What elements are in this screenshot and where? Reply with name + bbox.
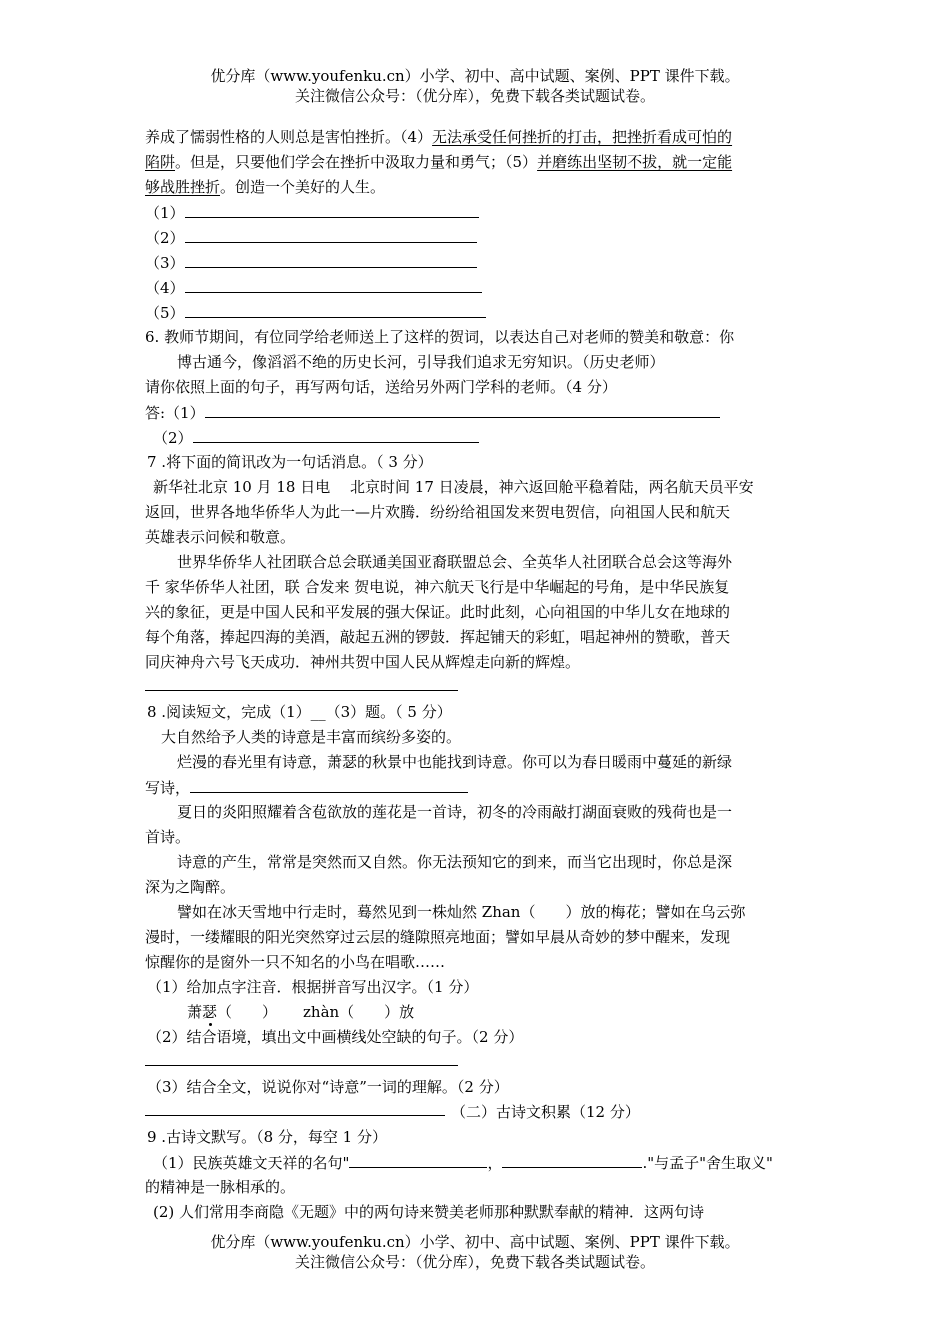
q6-answer-blank-2[interactable] (193, 428, 479, 443)
q8-passage-line-8: 譬如在冰天雪地中行走时，蓦然见到一株灿然 Zhan（ ）放的梅花；譬如在乌云弥 (177, 903, 746, 921)
q8-pinyin-item-1: 萧瑟（ ） (187, 1003, 278, 1021)
q9-title: 9 .古诗文默写。（8 分，每空 1 分） (147, 1128, 387, 1146)
q7-text-line-5: 千 家华侨华人社团，联 合发来 贺电说，神六航天飞行是中华崛起的号角，是中华民族复 (145, 578, 730, 596)
q5-paragraph-line-3: 够战胜挫折。创造一个美好的人生。 (145, 178, 386, 196)
q7-title: 7 .将下面的简讯改为一句话消息。（ 3 分） (147, 453, 433, 471)
q7-text-line-7: 每个角落，捧起四海的美酒，敲起五洲的锣鼓．挥起铺天的彩虹，唱起神州的赞歌，普天 (145, 628, 731, 646)
q6-answer-blank-1[interactable] (205, 403, 720, 418)
q7-text-line-6: 兴的象征，更是中国人民和平发展的强大保证。此时此刻，心向祖国的中华儿女在地球的 (145, 603, 731, 621)
q8-passage-line-7: 深为之陶醉。 (145, 878, 236, 896)
section-heading: （二）古诗文积累（12 分） (451, 1103, 640, 1121)
q8-missing-sentence-blank[interactable] (190, 778, 468, 793)
q6-answer-2: （2） (153, 428, 479, 447)
q7-text-line-2: 返回，世界各地华侨华人为此一—片欢腾．纷纷给祖国发来贺电贺信，向祖国人民和航天 (145, 503, 731, 521)
header-line-2: 关注微信公众号：（优分库），免费下载各类试题试卷。 (294, 87, 655, 105)
answer-blank-2[interactable] (185, 228, 477, 243)
q8-subquestion-2: （2）结合语境，填出文中画横线处空缺的句子。（2 分） (147, 1028, 524, 1046)
answer-blank-4[interactable] (185, 278, 482, 293)
q7-text-line-8: 同庆神舟六号飞天成功．神州共贺中国人民从辉煌走向新的辉煌。 (145, 653, 581, 671)
q8-passage-line-4: 夏日的炎阳照耀着含苞欲放的莲花是一首诗，初冬的冷雨敲打湖面衰败的残荷也是一 (177, 803, 733, 821)
q9-blank-1[interactable] (349, 1153, 487, 1168)
q8-passage-line-3: 写诗， (145, 778, 468, 797)
q7-text-line-3: 英雄表示问候和敬意。 (145, 528, 296, 546)
q9-item-1-line-2: 的精神是一脉相承的。 (145, 1178, 296, 1196)
q8-passage-line-5: 首诗。 (145, 828, 191, 846)
answer-line-5: （5） (145, 303, 486, 322)
answer-line-2: （2） (145, 228, 477, 247)
q6-instruction: 请你依照上面的句子，再写两句话，送给另外两门学科的老师。（4 分） (145, 378, 617, 396)
q6-prompt: 6. 教师节期间，有位同学给老师送上了这样的贺词，以表达自己对老师的赞美和敬意：你 (145, 328, 735, 346)
q8-title: 8 .阅读短文，完成（1）__（3）题。（ 5 分） (147, 703, 452, 721)
q8-passage-line-2: 烂漫的春光里有诗意，萧瑟的秋景中也能找到诗意。你可以为春日暖雨中蔓延的新绿 (177, 753, 733, 771)
answer-line-4: （4） (145, 278, 482, 297)
q8-passage-line-1: 大自然给予人类的诗意是丰富而缤纷多姿的。 (161, 728, 462, 746)
header-line-1: 优分库（www.youfenku.cn）小学、初中、高中试题、案例、PPT 课件下载。 (210, 67, 740, 85)
q8-answer-blank-2[interactable] (145, 1065, 458, 1066)
footer-line-2: 关注微信公众号：（优分库），免费下载各类试题试卷。 (294, 1253, 655, 1271)
answer-line-3: （3） (145, 253, 477, 272)
footer-line-1: 优分库（www.youfenku.cn）小学、初中、高中试题、案例、PPT 课件下载。 (210, 1233, 740, 1251)
answer-line-1: （1） (145, 203, 479, 222)
q9-item-2-line-1: (2) 人们常用李商隐《无题》中的两句诗来赞美老师那种默默奉献的精神．这两句诗 (153, 1203, 705, 1221)
q7-answer-blank[interactable] (145, 690, 458, 691)
q6-answer-1: 答:（1） (145, 403, 720, 422)
answer-blank-1[interactable] (185, 203, 479, 218)
q5-paragraph-line-2: 陷阱。但是，只要他们学会在挫折中汲取力量和勇气；（5）并磨练出坚韧不拔，就一定能 (145, 153, 733, 171)
q8-pinyin-item-2: zhàn（ ）放 (303, 1003, 415, 1021)
underlined-sentence-5: 并磨练出坚韧不拔，就一定能 (537, 153, 733, 171)
q8-passage-line-9: 漫时，一缕耀眼的阳光突然穿过云层的缝隙照亮地面；譬如早晨从奇妙的梦中醒来，发现 (145, 928, 731, 946)
q8-answer-blank-3[interactable] (145, 1115, 445, 1116)
q8-subquestion-3: （3）结合全文，说说你对“诗意”一词的理解。（2 分） (147, 1078, 509, 1096)
dotted-character: 瑟 (202, 1003, 218, 1021)
q8-passage-line-10: 惊醒你的是窗外一只不知名的小鸟在唱歌…… (145, 953, 446, 971)
q9-blank-2[interactable] (502, 1153, 642, 1168)
q7-text-line-1: 新华社北京 10 月 18 日电 北京时间 17 日凌晨，神六返回舱平稳着陆，两名航天员平安 (153, 478, 754, 496)
q8-subquestion-1: （1）给加点字注音．根据拼音写出汉字。（1 分） (147, 978, 479, 996)
q9-item-1-line-1: （1）民族英雄文天祥的名句" ， ."与孟子"舍生取义" (153, 1154, 773, 1172)
answer-blank-3[interactable] (185, 253, 477, 268)
q5-paragraph-line-1: 养成了懦弱性格的人则总是害怕挫折。（4）无法承受任何挫折的打击，把挫折看成可怕的 (145, 128, 733, 146)
answer-blank-5[interactable] (185, 303, 486, 318)
underlined-sentence-4: 无法承受任何挫折的打击，把挫折看成可怕的 (432, 128, 733, 146)
q6-example: 博古通今，像滔滔不绝的历史长河，引导我们追求无穷知识。（历史老师） (177, 353, 665, 371)
q7-text-line-4: 世界华侨华人社团联合总会联通美国亚裔联盟总会、全英华人社团联合总会这等海外 (177, 553, 733, 571)
q8-passage-line-6: 诗意的产生，常常是突然而又自然。你无法预知它的到来，而当它出现时，你总是深 (177, 853, 733, 871)
